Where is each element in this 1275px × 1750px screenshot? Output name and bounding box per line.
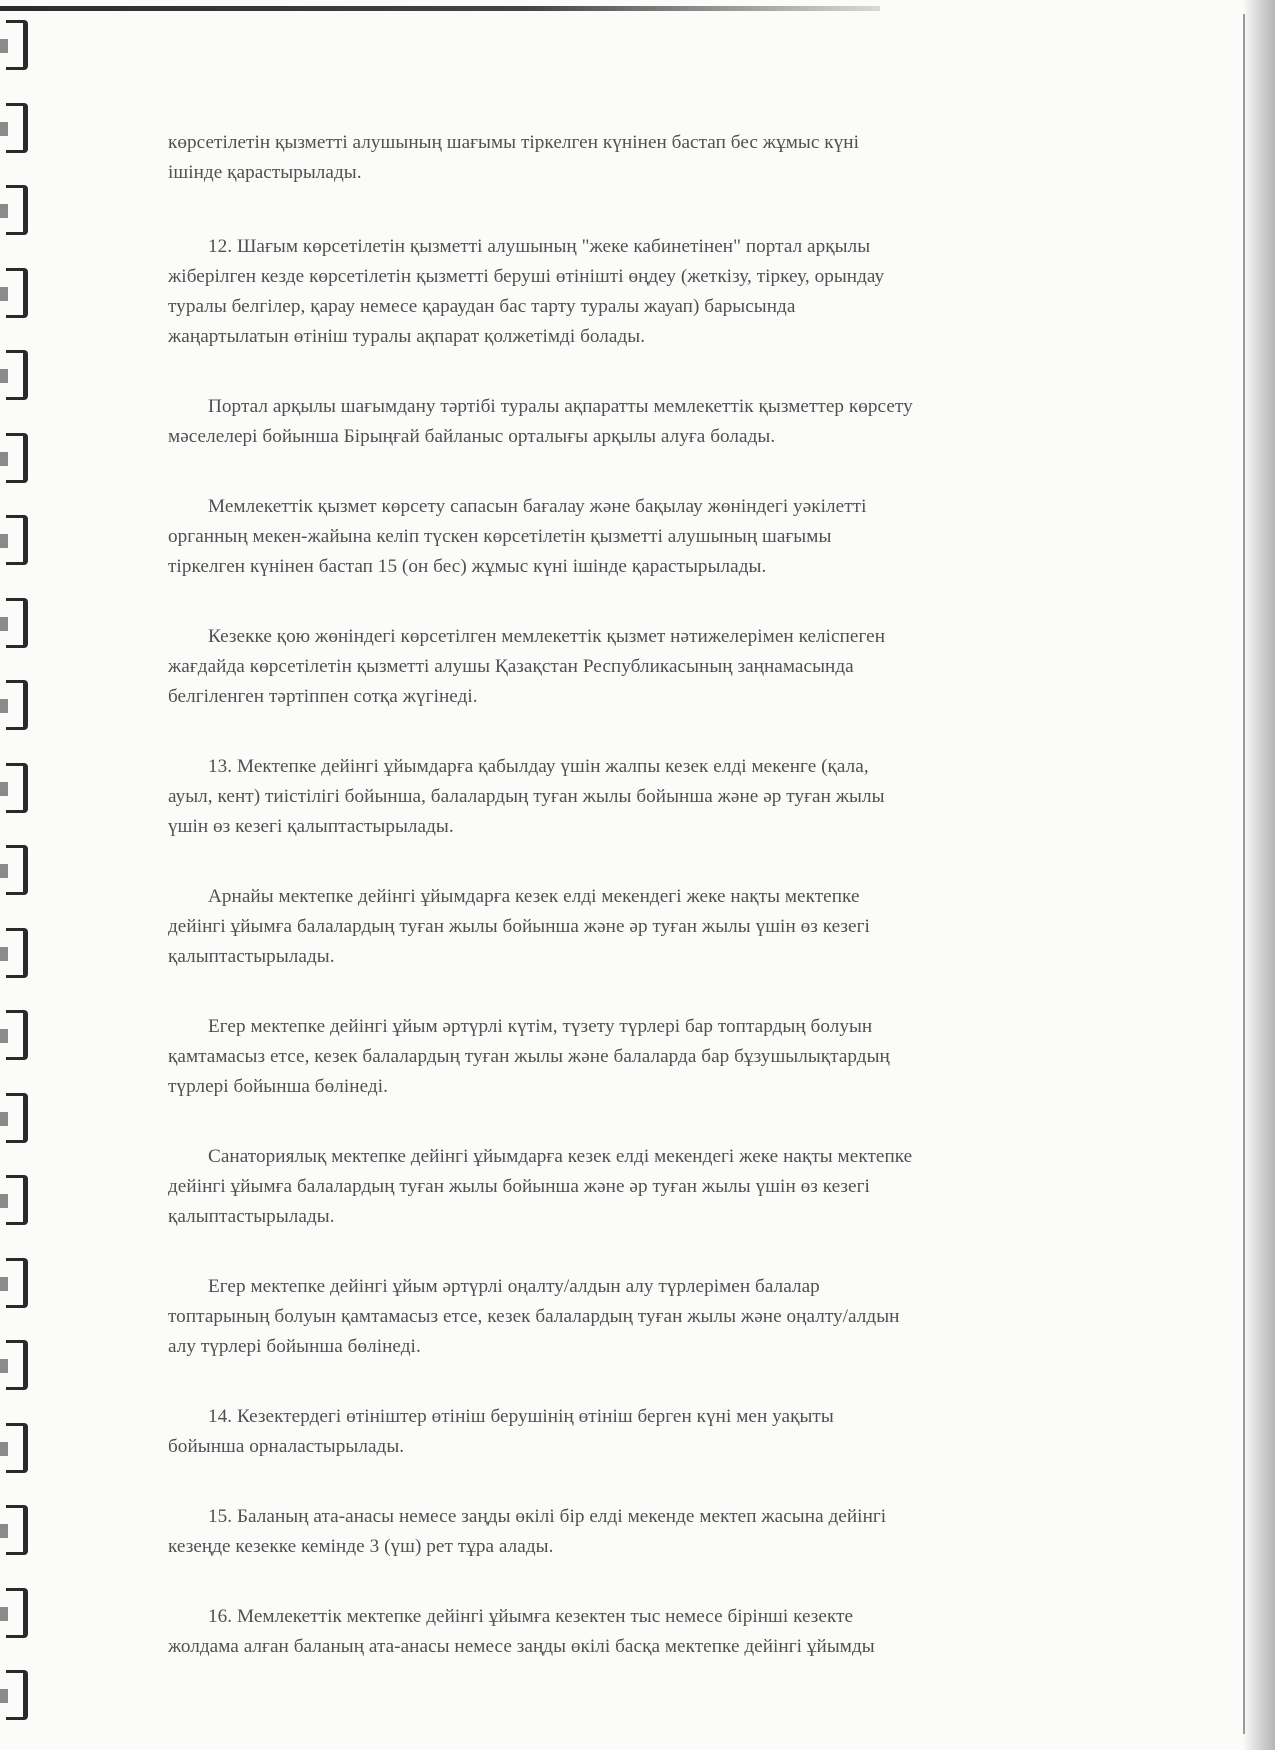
binding-ring	[6, 1423, 28, 1473]
binding-ring	[6, 20, 28, 70]
paragraph-continuation: көрсетілетін қызметті алушының шағымы тіркелген күнінен бастап бес жұмыс күні ішінде қарастырылады.	[168, 132, 860, 183]
paragraph-court-appeal: Кезекке қою жөніндегі көрсетілген мемлекеттік қызмет нәтижелерімен келіспеген жағдайда көрсетілетін қызметті алушы Қазақстан Республикасының заңнамасында белгіленген тәртіппен сотқа жүгінеді.	[168, 626, 886, 707]
binding-ring	[6, 1258, 28, 1308]
binding-ring	[6, 763, 28, 813]
binding-ring	[6, 1670, 28, 1720]
paragraph-authorized-body: Мемлекеттік қызмет көрсету сапасын бағалау және бақылау жөніндегі уәкілетті органның мекен-жайына келіп түскен көрсетілетін қызметті алушының шағымы тіркелген күнінен бастап 15 (он бес) жұмыс күні ішінде қарастырылады.	[168, 496, 867, 577]
binding-ring	[6, 1010, 28, 1060]
paragraph-special-queue: Арнайы мектепке дейінгі ұйымдарға кезек елді мекендегі жеке нақты мектепке дейінгі ұйымға балалардың туған жылы бойынша және әр туған жылы үшін өз кезегі қалыптастырылады.	[168, 886, 870, 967]
paragraph-portal-complaint: Портал арқылы шағымдану тәртібі туралы ақпаратты мемлекеттік қызметтер көрсету мәселелері бойынша Бірыңғай байланыс орталығы арқылы алуға болады.	[168, 396, 913, 447]
binding-ring	[6, 103, 28, 153]
binding-ring	[6, 845, 28, 895]
binding-ring	[6, 185, 28, 235]
binding-ring	[6, 433, 28, 483]
binding-ring	[6, 268, 28, 318]
binding-ring	[6, 515, 28, 565]
binding-ring	[6, 350, 28, 400]
paragraph-14: 14. Кезектердегі өтініштер өтініш берушінің өтініш берген күні мен уақыты бойынша орналастырылады.	[168, 1406, 834, 1457]
document-body	[168, 128, 1148, 1702]
binding-ring	[6, 680, 28, 730]
binding-ring	[6, 1175, 28, 1225]
spiral-binding	[0, 14, 40, 1750]
paragraph-13: 13. Мектепке дейінгі ұйымдарға қабылдау үшін жалпы кезек елді мекенге (қала, ауыл, кент) тиістілігі бойынша, балалардың туған жылы бойынша және әр туған жылы үшін өз кезегі қалыптастырылады.	[168, 756, 885, 837]
page-right-edge	[1243, 14, 1245, 1734]
binding-ring	[6, 1093, 28, 1143]
paragraph-correction-groups: Егер мектепке дейінгі ұйым әртүрлі күтім, түзету түрлері бар топтардың болуын қамтамасыз етсе, кезек балалардың туған жылы және балаларда бар бұзушылықтардың түрлері бойынша бөлінеді.	[168, 1016, 890, 1097]
paragraph-rehabilitation-groups: Егер мектепке дейінгі ұйым әртүрлі оңалту/алдын алу түрлерімен балалар топтарының болуын қамтамасыз етсе, кезек балалардың туған жылы және оңалту/алдын алу түрлері бойынша бөлінеді.	[168, 1276, 900, 1357]
binding-ring	[6, 1588, 28, 1638]
binding-ring	[6, 928, 28, 978]
paragraph-12: 12. Шағым көрсетілетін қызметті алушының "жеке кабинетінен" портал арқылы жіберілген кезде көрсетілетін қызметті беруші өтінішті өңдеу (жеткізу, тіркеу, орындау туралы белгілер, қарау немесе қараудан бас тарту туралы жауап) барысында жаңартылатын өтініш туралы ақпарат қолжетімді болады.	[168, 236, 885, 347]
paragraph-16: 16. Мемлекеттік мектепке дейінгі ұйымға кезектен тыс немесе бірінші кезекте жолдама алған баланың ата-анасы немесе заңды өкілі басқа мектепке дейінгі ұйымды	[168, 1606, 875, 1657]
paragraph-sanatorium-queue: Санаториялық мектепке дейінгі ұйымдарға кезек елді мекендегі жеке нақты мектепке дейінгі ұйымға балалардың туған жылы бойынша және әр туған жылы үшін өз кезегі қалыптастырылады.	[168, 1146, 913, 1227]
binding-ring	[6, 598, 28, 648]
binding-ring	[6, 1340, 28, 1390]
page-top-edge	[0, 6, 880, 11]
binding-ring	[6, 1505, 28, 1555]
page-right-shadow	[1243, 0, 1275, 1750]
paragraph-15: 15. Баланың ата-анасы немесе заңды өкілі бір елді мекенде мектеп жасына дейінгі кезеңде кезекке кемінде 3 (үш) рет тұра алады.	[168, 1506, 887, 1557]
